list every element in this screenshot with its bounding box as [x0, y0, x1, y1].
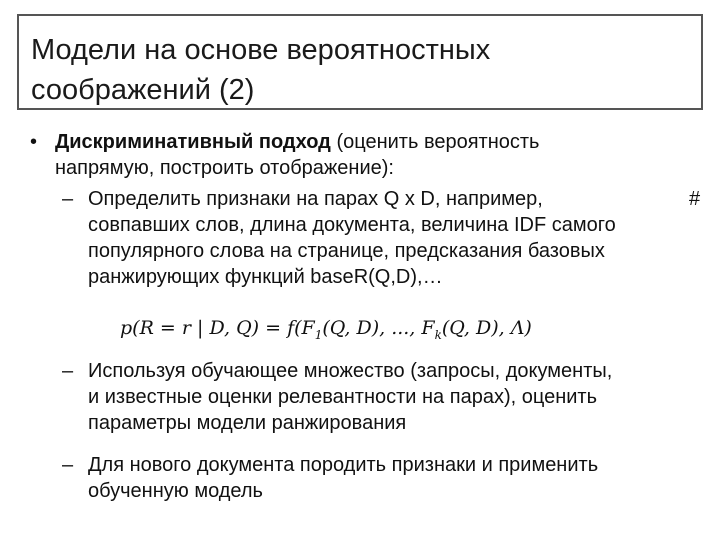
- bullet-bold-term: Дискриминативный подход: [55, 131, 331, 153]
- formula-subscript-k: k: [434, 327, 442, 342]
- slide-title-line-1: Модели на основе вероятностных: [31, 34, 491, 66]
- sub-item-1-hash: #: [689, 188, 701, 210]
- sub-item-3-line-1: Для нового документа породить признаки и применить: [88, 454, 599, 476]
- dash-icon: –: [62, 360, 74, 382]
- sub-item-2-line-2: и известные оценки релевантности на парах), оценить: [88, 386, 597, 408]
- ranking-formula: [120, 314, 532, 349]
- sub-item-1-line-1: Определить признаки на парах Q x D, например,: [88, 188, 543, 210]
- sub-item-1-line-4: [88, 264, 443, 290]
- sub-item-1-line-4-start: ранжирующих функций base: [88, 266, 354, 288]
- slide-title-line-2: соображений (2): [31, 74, 255, 106]
- sub-item-2-line-3: параметры модели ранжирования: [88, 412, 407, 434]
- sub-item-1-line-4-end: R(Q,D),…: [353, 266, 443, 288]
- dash-icon: –: [62, 454, 74, 476]
- formula-middle: (Q, D), ..., F: [322, 317, 435, 339]
- formula-right: (Q, D), Λ): [441, 317, 532, 339]
- dash-icon: –: [62, 188, 74, 210]
- formula-left: p(R = r | D, Q) = f(F: [120, 317, 315, 339]
- sub-item-2-line-1: Используя обучающее множество (запросы, документы,: [88, 360, 613, 382]
- formula-subscript-1: 1: [314, 327, 323, 342]
- sub-item-1-line-3: популярного слова на странице, предсказания базовых: [88, 240, 605, 262]
- sub-item-3-line-2: обученную модель: [88, 480, 263, 502]
- sub-item-1-line-2: совпавших слов, длина документа, величина IDF самого: [88, 214, 616, 236]
- bullet-line-2: напрямую, построить отображение):: [55, 157, 394, 179]
- bullet-line-1: [55, 129, 539, 155]
- bullet-dot-icon: •: [30, 131, 38, 153]
- bullet-text-continuation: (оценить вероятность: [330, 131, 540, 153]
